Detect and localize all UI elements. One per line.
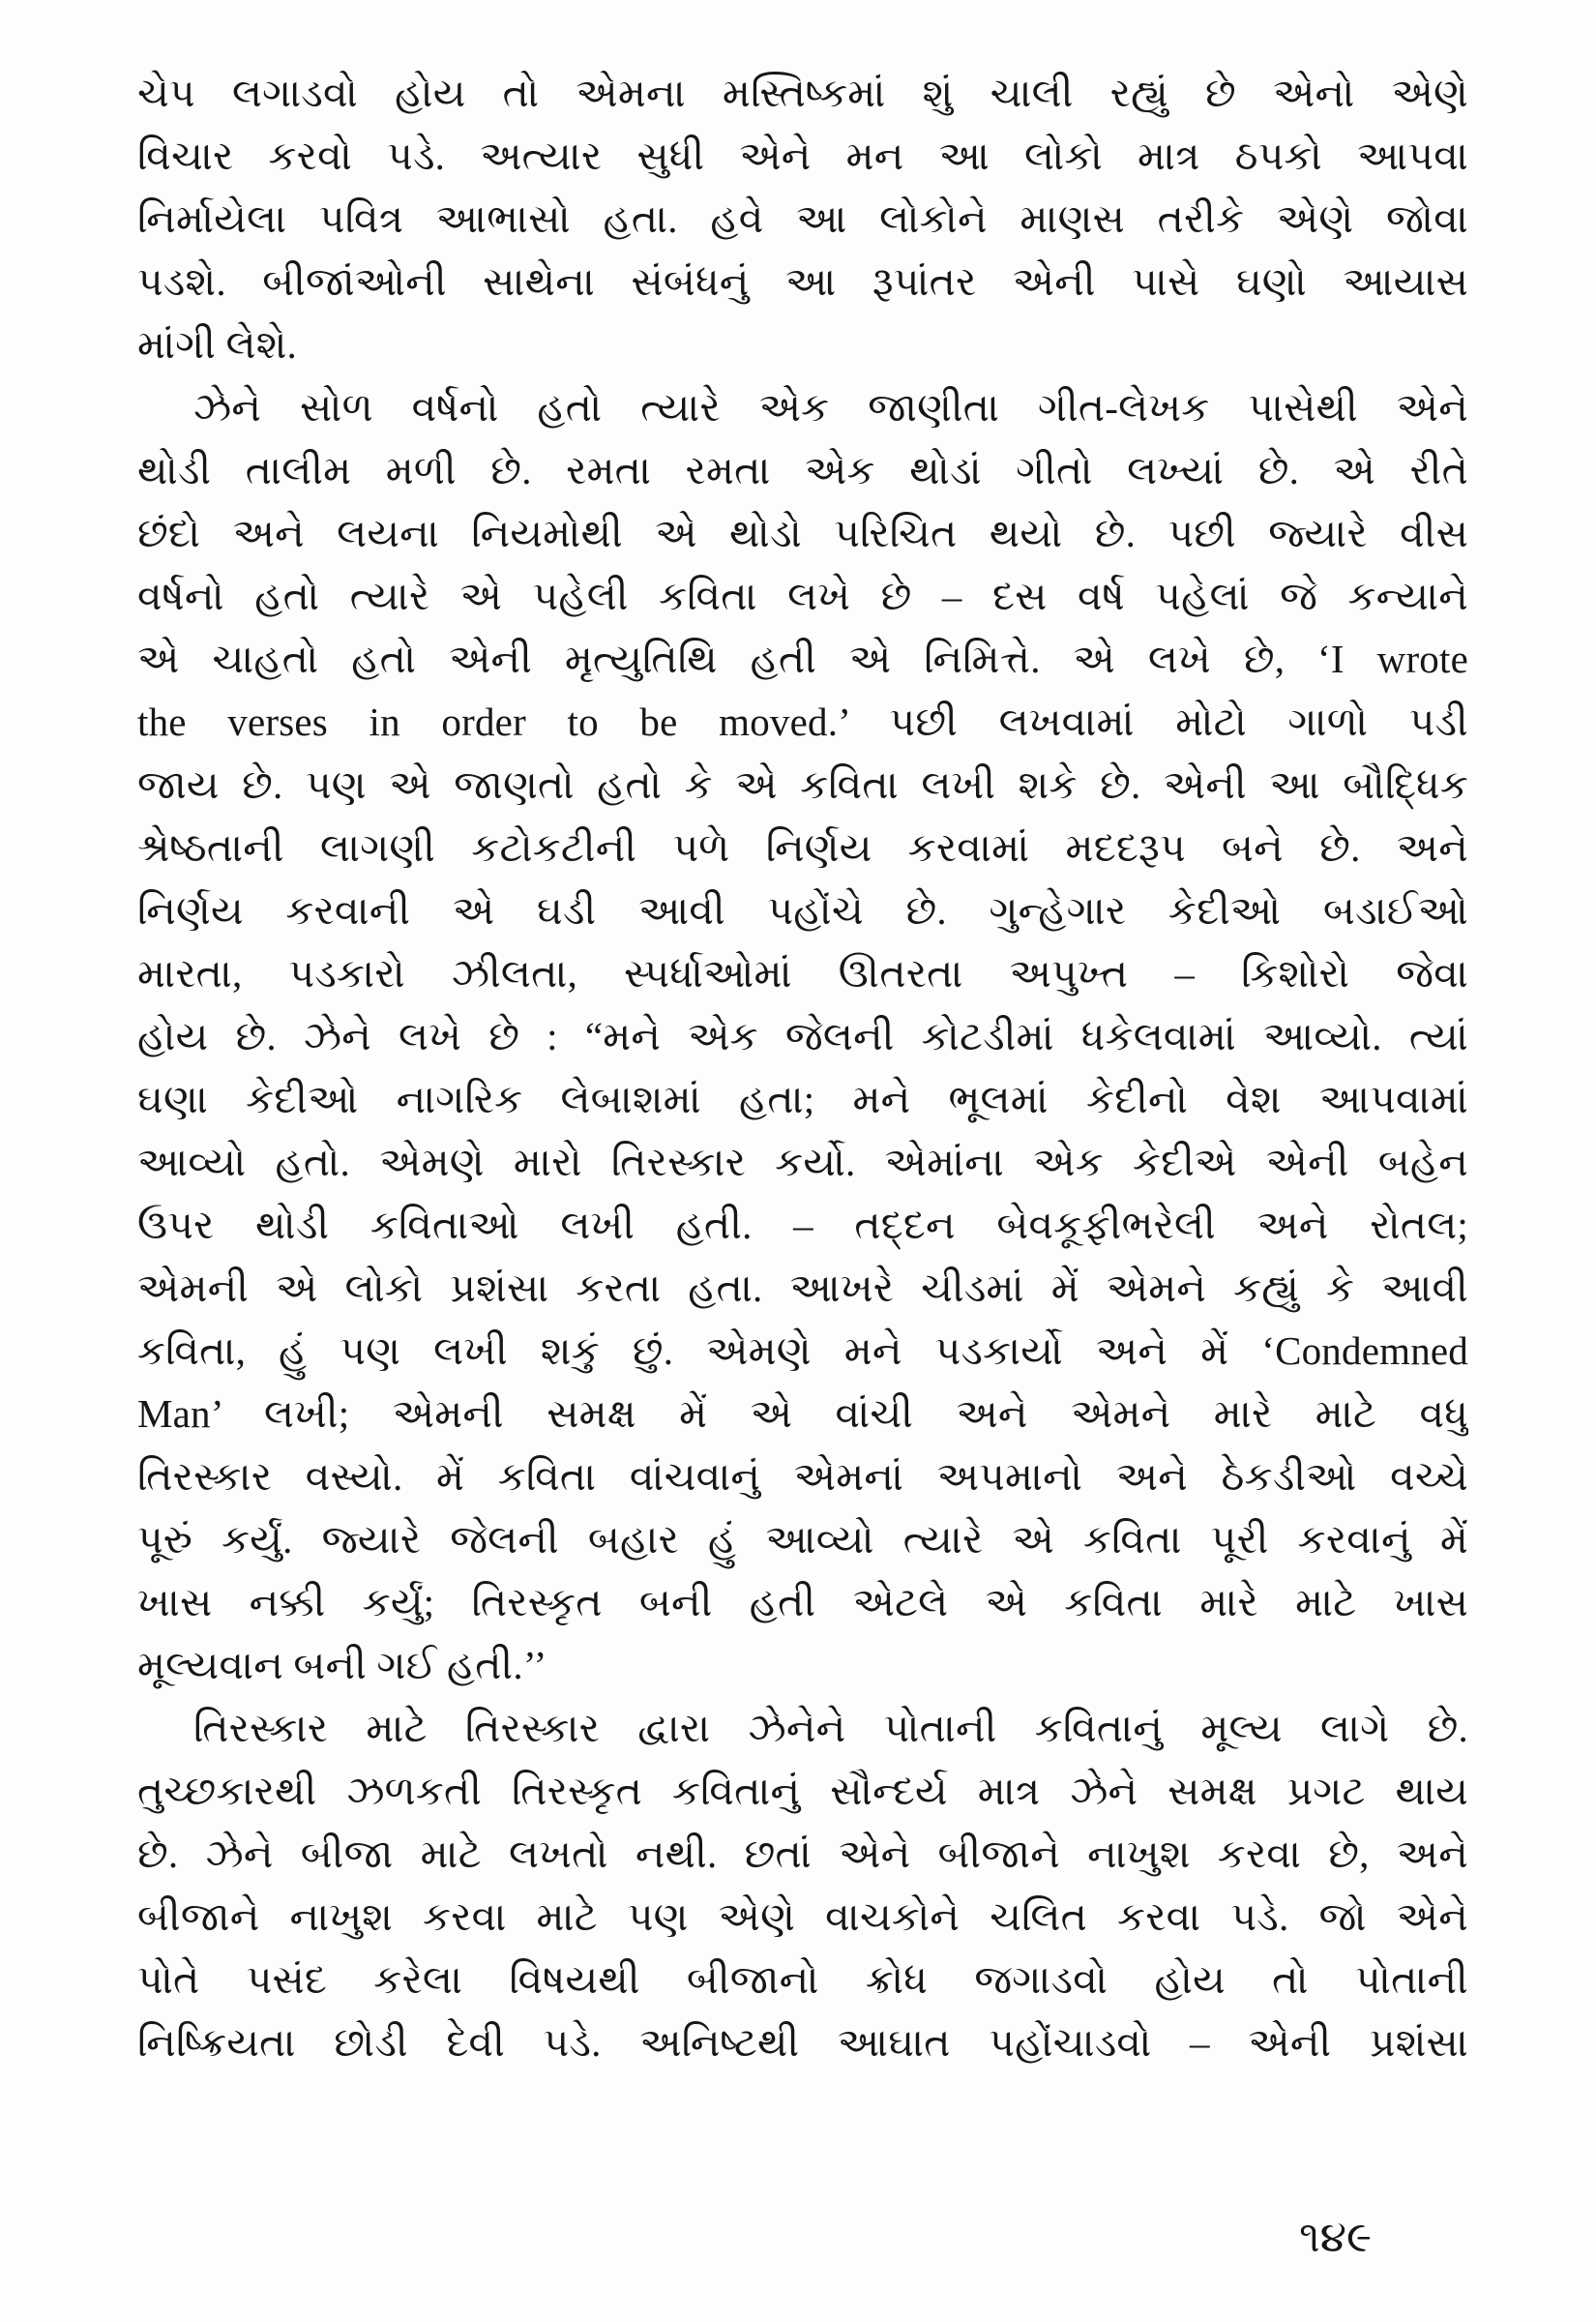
text-line: મૂલ્યવાન બની ગઈ હતી.’’ <box>137 1643 547 1687</box>
paragraph <box>137 62 1468 376</box>
paragraph <box>137 1697 1468 2074</box>
text-line: Man’ લખી; એમની સમક્ષ મેં એ વાંચી અને એમને મારે માટે વધુ <box>137 1391 1468 1436</box>
text-line: છંદો અને લયના નિયમોથી એ થોડો પરિચિત થયો છે. પછી જ્યારે વીસ <box>137 511 1468 555</box>
text-line: એ ચાહતો હતો એની મૃત્યુતિથિ હતી એ નિમિત્તે. એ લખે છે, ‘I wrote <box>137 637 1468 681</box>
text-line: એમની એ લોકો પ્રશંસા કરતા હતા. આખરે ચીડમાં મેં એમને કહ્યું કે આવી <box>137 1265 1468 1310</box>
text-line: કવિતા, હું પણ લખી શકું છું. એમણે મને પડકાર્યો અને મેં ‘Condemned <box>137 1328 1468 1373</box>
text-line: પૂરું કર્યું. જ્યારે જેલની બહાર હું આવ્યો ત્યારે એ કવિતા પૂરી કરવાનું મેં <box>137 1517 1468 1562</box>
text-line: ઝેને સોળ વર્ષનો હતો ત્યારે એક જાણીતા ગીત-લેખક પાસેથી એને <box>193 385 1468 430</box>
paragraph <box>137 376 1468 1697</box>
text-line: હોય છે. ઝેને લખે છે : “મને એક જેલની કોટડીમાં ધકેલવામાં આવ્યો. ત્યાં <box>137 1014 1468 1058</box>
text-line: નિષ્ક્રિયતા છોડી દેવી પડે. અનિષ્ટથી આઘાત પહોંચાડવો – એની પ્રશંસા <box>137 2020 1468 2065</box>
text-line: ચેપ લગાડવો હોય તો એમના મસ્તિષ્કમાં શું ચાલી રહ્યું છે એનો એણે <box>137 71 1468 115</box>
text-column <box>137 62 1468 2074</box>
text-line: પડશે. બીજાંઓની સાથેના સંબંધનું આ રૂપાંતર એની પાસે ઘણો આયાસ <box>137 259 1468 304</box>
text-line: ઘણા કેદીઓ નાગરિક લેબાશમાં હતા; મને ભૂલમાં કેદીનો વેશ આપવામાં <box>137 1077 1468 1121</box>
text-line: તુચ્છકારથી ઝળકતી તિરસ્કૃત કવિતાનું સૌન્દર્ય માત્ર ઝેને સમક્ષ પ્રગટ થાય <box>137 1769 1468 1813</box>
text-line: તિરસ્કાર વસ્યો. મેં કવિતા વાંચવાનું એમનાં અપમાનો અને ઠેકડીઓ વચ્ચે <box>137 1454 1468 1499</box>
text-line: બીજાને નાખુશ કરવા માટે પણ એણે વાચકોને ચલિત કરવા પડે. જો એને <box>137 1894 1468 1939</box>
text-line: થોડી તાલીમ મળી છે. રમતા રમતા એક થોડાં ગીતો લખ્યાં છે. એ રીતે <box>137 448 1468 492</box>
page-number: ૧૪૯ <box>1299 2214 1372 2261</box>
text-line: મારતા, પડકારો ઝીલતા, સ્પર્ધાઓમાં ઊતરતા અપુખ્ત – કિશોરો જેવા <box>137 951 1468 996</box>
text-line: પોતે પસંદ કરેલા વિષયથી બીજાનો ક્રોધ જગાડવો હોય તો પોતાની <box>137 1957 1468 2002</box>
text-line: તિરસ્કાર માટે તિરસ્કાર દ્વારા ઝેનેને પોતાની કવિતાનું મૂલ્ય લાગે છે. <box>193 1706 1468 1750</box>
text-line: નિર્માયેલા પવિત્ર આભાસો હતા. હવે આ લોકોને માણસ તરીકે એણે જોવા <box>137 196 1468 241</box>
text-line: જાય છે. પણ એ જાણતો હતો કે એ કવિતા લખી શકે છે. એની આ બૌદ્ધિક <box>137 762 1468 807</box>
text-line: માંગી લેશે. <box>137 322 297 367</box>
text-line: the verses in order to be moved.’ પછી લખવામાં મોટો ગાળો પડી <box>137 700 1468 744</box>
text-line: છે. ઝેને બીજા માટે લખતો નથી. છતાં એને બીજાને નાખુશ કરવા છે, અને <box>137 1831 1468 1876</box>
text-line: વર્ષનો હતો ત્યારે એ પહેલી કવિતા લખે છે – દસ વર્ષ પહેલાં જે કન્યાને <box>137 574 1468 618</box>
text-line: નિર્ણય કરવાની એ ઘડી આવી પહોંચે છે. ગુન્હેગાર કેદીઓ બડાઈઓ <box>137 888 1468 933</box>
text-line: વિચાર કરવો પડે. અત્યાર સુધી એને મન આ લોકો માત્ર ઠપકો આપવા <box>137 134 1468 178</box>
text-line: આવ્યો હતો. એમણે મારો તિરસ્કાર કર્યો. એમાંના એક કેદીએ એની બહેન <box>137 1140 1468 1184</box>
text-line: ઉપર થોડી કવિતાઓ લખી હતી. – તદ્દન બેવકૂફીભરેલી અને રોતલ; <box>137 1203 1468 1247</box>
text-line: ખાસ નક્કી કર્યું; તિરસ્કૃત બની હતી એટલે એ કવિતા મારે માટે ખાસ <box>137 1580 1468 1624</box>
text-line: શ્રેષ્ઠતાની લાગણી કટોકટીની પળે નિર્ણય કરવામાં મદદરૂપ બને છે. અને <box>137 825 1468 870</box>
